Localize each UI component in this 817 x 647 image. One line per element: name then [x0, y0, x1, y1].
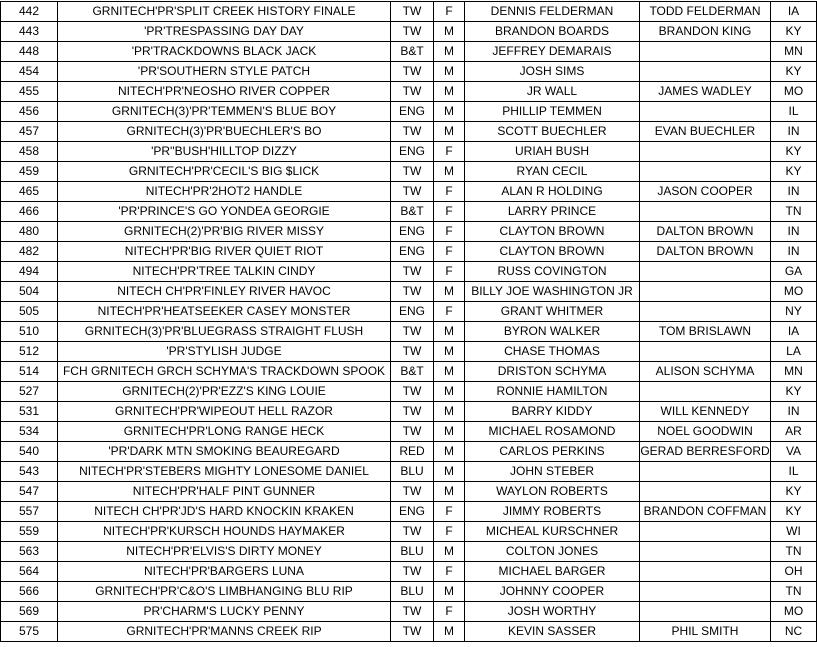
handler-cell[interactable]: BRANDON COFFMAN [640, 502, 771, 522]
breed-cell[interactable]: TW [391, 342, 434, 362]
state-cell[interactable]: IN [771, 402, 817, 422]
breed-cell[interactable]: TW [391, 282, 434, 302]
breed-cell[interactable]: TW [391, 162, 434, 182]
state-cell[interactable]: IN [771, 122, 817, 142]
breed-cell[interactable]: TW [391, 322, 434, 342]
breed-cell[interactable]: BLU [391, 462, 434, 482]
table-row[interactable] [1, 602, 817, 622]
owner-cell[interactable]: CLAYTON BROWN [465, 222, 640, 242]
table-row[interactable] [1, 142, 817, 162]
breed-cell[interactable]: ENG [391, 142, 434, 162]
sex-cell[interactable]: M [434, 362, 465, 382]
owner-cell[interactable]: JOSH WORTHY [465, 602, 640, 622]
entry-number-cell[interactable]: 494 [1, 262, 58, 282]
owner-cell[interactable]: MICHAEL BARGER [465, 562, 640, 582]
table-row[interactable] [1, 322, 817, 342]
handler-cell[interactable] [640, 382, 771, 402]
dog-name-cell[interactable]: 'PR'SOUTHERN STYLE PATCH [58, 62, 391, 82]
entry-number-cell[interactable]: 455 [1, 82, 58, 102]
entry-number-cell[interactable]: 443 [1, 22, 58, 42]
entry-number-cell[interactable]: 466 [1, 202, 58, 222]
state-cell[interactable]: MN [771, 362, 817, 382]
dog-name-cell[interactable]: GRNITECH'PR'WIPEOUT HELL RAZOR [58, 402, 391, 422]
dog-name-cell[interactable]: GRNITECH(3)'PR'BLUEGRASS STRAIGHT FLUSH [58, 322, 391, 342]
owner-cell[interactable]: JR WALL [465, 82, 640, 102]
owner-cell[interactable]: DENNIS FELDERMAN [465, 2, 640, 22]
dog-name-cell[interactable]: NITECH CH'PR'JD'S HARD KNOCKIN KRAKEN [58, 502, 391, 522]
dog-name-cell[interactable]: GRNITECH(3)'PR'BUECHLER'S BO [58, 122, 391, 142]
table-row[interactable] [1, 462, 817, 482]
sex-cell[interactable]: F [434, 242, 465, 262]
table-row[interactable] [1, 542, 817, 562]
breed-cell[interactable]: TW [391, 182, 434, 202]
dog-name-cell[interactable]: GRNITECH(2)'PR'EZZ'S KING LOUIE [58, 382, 391, 402]
table-row[interactable] [1, 242, 817, 262]
state-cell[interactable]: TN [771, 202, 817, 222]
dog-name-cell[interactable]: 'PR'TRACKDOWNS BLACK JACK [58, 42, 391, 62]
dog-name-cell[interactable]: GRNITECH'PR'C&O'S LIMBHANGING BLU RIP [58, 582, 391, 602]
dog-name-cell[interactable]: 'PR'DARK MTN SMOKING BEAUREGARD [58, 442, 391, 462]
handler-cell[interactable] [640, 302, 771, 322]
owner-cell[interactable]: MICHAEL ROSAMOND [465, 422, 640, 442]
entry-number-cell[interactable]: 559 [1, 522, 58, 542]
sex-cell[interactable]: M [434, 42, 465, 62]
handler-cell[interactable] [640, 562, 771, 582]
owner-cell[interactable]: SCOTT BUECHLER [465, 122, 640, 142]
table-row[interactable] [1, 442, 817, 462]
breed-cell[interactable]: B&T [391, 42, 434, 62]
table-row[interactable] [1, 622, 817, 642]
table-body [1, 2, 817, 642]
entry-number-cell[interactable]: 540 [1, 442, 58, 462]
dog-name-cell[interactable]: GRNITECH'PR'LONG RANGE HECK [58, 422, 391, 442]
entry-number-cell[interactable]: 527 [1, 382, 58, 402]
entry-number-cell[interactable]: 566 [1, 582, 58, 602]
handler-cell[interactable] [640, 342, 771, 362]
dog-name-cell[interactable]: 'PR'TRESPASSING DAY DAY [58, 22, 391, 42]
owner-cell[interactable]: BRANDON BOARDS [465, 22, 640, 42]
sex-cell[interactable]: M [434, 482, 465, 502]
table-row[interactable] [1, 502, 817, 522]
table-row[interactable] [1, 362, 817, 382]
sex-cell[interactable]: M [434, 122, 465, 142]
handler-cell[interactable] [640, 42, 771, 62]
breed-cell[interactable]: TW [391, 482, 434, 502]
owner-cell[interactable]: CARLOS PERKINS [465, 442, 640, 462]
breed-cell[interactable]: TW [391, 522, 434, 542]
entry-number-cell[interactable]: 543 [1, 462, 58, 482]
handler-cell[interactable]: JASON COOPER [640, 182, 771, 202]
sex-cell[interactable]: F [434, 2, 465, 22]
sex-cell[interactable]: M [434, 342, 465, 362]
handler-cell[interactable] [640, 142, 771, 162]
sex-cell[interactable]: F [434, 262, 465, 282]
breed-cell[interactable]: TW [391, 622, 434, 642]
dog-name-cell[interactable]: FCH GRNITECH GRCH SCHYMA'S TRACKDOWN SPOOK [58, 362, 391, 382]
handler-cell[interactable]: JAMES WADLEY [640, 82, 771, 102]
owner-cell[interactable]: WAYLON ROBERTS [465, 482, 640, 502]
handler-cell[interactable] [640, 522, 771, 542]
table-row[interactable] [1, 122, 817, 142]
breed-cell[interactable]: ENG [391, 502, 434, 522]
state-cell[interactable]: IN [771, 242, 817, 262]
handler-cell[interactable]: NOEL GOODWIN [640, 422, 771, 442]
sex-cell[interactable]: F [434, 502, 465, 522]
entry-number-cell[interactable]: 456 [1, 102, 58, 122]
state-cell[interactable]: IA [771, 2, 817, 22]
owner-cell[interactable]: MICHEAL KURSCHNER [465, 522, 640, 542]
sex-cell[interactable]: M [434, 162, 465, 182]
breed-cell[interactable]: TW [391, 262, 434, 282]
owner-cell[interactable]: JOHNNY COOPER [465, 582, 640, 602]
entry-number-cell[interactable]: 514 [1, 362, 58, 382]
breed-cell[interactable]: TW [391, 62, 434, 82]
owner-cell[interactable]: DRISTON SCHYMA [465, 362, 640, 382]
handler-cell[interactable] [640, 602, 771, 622]
state-cell[interactable]: IN [771, 182, 817, 202]
sex-cell[interactable]: F [434, 142, 465, 162]
table-row[interactable] [1, 22, 817, 42]
entry-number-cell[interactable]: 482 [1, 242, 58, 262]
sex-cell[interactable]: M [434, 462, 465, 482]
sex-cell[interactable]: M [434, 542, 465, 562]
breed-cell[interactable]: ENG [391, 302, 434, 322]
sex-cell[interactable]: M [434, 442, 465, 462]
breed-cell[interactable]: TW [391, 22, 434, 42]
dog-name-cell[interactable]: NITECH CH'PR'FINLEY RIVER HAVOC [58, 282, 391, 302]
dog-name-cell[interactable]: NITECH'PR'HALF PINT GUNNER [58, 482, 391, 502]
dog-name-cell[interactable]: GRNITECH'PR'CECIL'S BIG $LICK [58, 162, 391, 182]
state-cell[interactable]: MO [771, 82, 817, 102]
entry-number-cell[interactable]: 505 [1, 302, 58, 322]
state-cell[interactable]: KY [771, 62, 817, 82]
handler-cell[interactable]: DALTON BROWN [640, 222, 771, 242]
entry-number-cell[interactable]: 457 [1, 122, 58, 142]
breed-cell[interactable]: TW [391, 2, 434, 22]
sex-cell[interactable]: F [434, 522, 465, 542]
sex-cell[interactable]: F [434, 182, 465, 202]
table-row[interactable] [1, 422, 817, 442]
owner-cell[interactable]: CLAYTON BROWN [465, 242, 640, 262]
owner-cell[interactable]: BILLY JOE WASHINGTON JR [465, 282, 640, 302]
handler-cell[interactable] [640, 582, 771, 602]
state-cell[interactable]: IA [771, 322, 817, 342]
dog-name-cell[interactable]: NITECH'PR'2HOT2 HANDLE [58, 182, 391, 202]
handler-cell[interactable] [640, 62, 771, 82]
sex-cell[interactable]: M [434, 22, 465, 42]
owner-cell[interactable]: RUSS COVINGTON [465, 262, 640, 282]
sex-cell[interactable]: M [434, 322, 465, 342]
breed-cell[interactable]: BLU [391, 582, 434, 602]
state-cell[interactable]: OH [771, 562, 817, 582]
table-row[interactable] [1, 522, 817, 542]
handler-cell[interactable]: PHIL SMITH [640, 622, 771, 642]
entry-number-cell[interactable]: 534 [1, 422, 58, 442]
handler-cell[interactable]: GERAD BERRESFORD [640, 442, 771, 462]
handler-cell[interactable] [640, 202, 771, 222]
owner-cell[interactable]: PHILLIP TEMMEN [465, 102, 640, 122]
table-row[interactable] [1, 262, 817, 282]
table-row[interactable] [1, 202, 817, 222]
handler-cell[interactable]: TODD FELDERMAN [640, 2, 771, 22]
state-cell[interactable]: IL [771, 102, 817, 122]
state-cell[interactable]: MN [771, 42, 817, 62]
owner-cell[interactable]: RYAN CECIL [465, 162, 640, 182]
dog-name-cell[interactable]: 'PR''BUSH'HILLTOP DIZZY [58, 142, 391, 162]
owner-cell[interactable]: LARRY PRINCE [465, 202, 640, 222]
state-cell[interactable]: GA [771, 262, 817, 282]
owner-cell[interactable]: JOSH SIMS [465, 62, 640, 82]
dog-name-cell[interactable]: GRNITECH(2)'PR'BIG RIVER MISSY [58, 222, 391, 242]
owner-cell[interactable]: BARRY KIDDY [465, 402, 640, 422]
table-row[interactable] [1, 162, 817, 182]
breed-cell[interactable]: ENG [391, 242, 434, 262]
owner-cell[interactable]: GRANT WHITMER [465, 302, 640, 322]
handler-cell[interactable]: WILL KENNEDY [640, 402, 771, 422]
sex-cell[interactable]: M [434, 82, 465, 102]
sex-cell[interactable]: M [434, 422, 465, 442]
entry-number-cell[interactable]: 557 [1, 502, 58, 522]
sex-cell[interactable]: M [434, 102, 465, 122]
entry-number-cell[interactable]: 454 [1, 62, 58, 82]
entry-number-cell[interactable]: 569 [1, 602, 58, 622]
dog-name-cell[interactable]: NITECH'PR'BARGERS LUNA [58, 562, 391, 582]
handler-cell[interactable]: BRANDON KING [640, 22, 771, 42]
state-cell[interactable]: VA [771, 442, 817, 462]
handler-cell[interactable]: DALTON BROWN [640, 242, 771, 262]
dog-name-cell[interactable]: NITECH'PR'NEOSHO RIVER COPPER [58, 82, 391, 102]
sex-cell[interactable]: M [434, 382, 465, 402]
dog-name-cell[interactable]: NITECH'PR'BIG RIVER QUIET RIOT [58, 242, 391, 262]
table-row[interactable] [1, 222, 817, 242]
sex-cell[interactable]: F [434, 302, 465, 322]
breed-cell[interactable]: TW [391, 122, 434, 142]
sex-cell[interactable]: F [434, 222, 465, 242]
handler-cell[interactable] [640, 282, 771, 302]
entry-number-cell[interactable]: 575 [1, 622, 58, 642]
owner-cell[interactable]: JEFFREY DEMARAIS [465, 42, 640, 62]
sex-cell[interactable]: F [434, 602, 465, 622]
state-cell[interactable]: LA [771, 342, 817, 362]
breed-cell[interactable]: TW [391, 602, 434, 622]
state-cell[interactable]: KY [771, 382, 817, 402]
dog-name-cell[interactable]: NITECH'PR'ELVIS'S DIRTY MONEY [58, 542, 391, 562]
owner-cell[interactable]: JOHN STEBER [465, 462, 640, 482]
entry-number-cell[interactable]: 547 [1, 482, 58, 502]
entry-number-cell[interactable]: 480 [1, 222, 58, 242]
table-row[interactable] [1, 482, 817, 502]
handler-cell[interactable] [640, 542, 771, 562]
state-cell[interactable]: KY [771, 22, 817, 42]
state-cell[interactable]: IL [771, 462, 817, 482]
owner-cell[interactable]: COLTON JONES [465, 542, 640, 562]
entry-number-cell[interactable]: 442 [1, 2, 58, 22]
state-cell[interactable]: KY [771, 482, 817, 502]
handler-cell[interactable] [640, 482, 771, 502]
breed-cell[interactable]: ENG [391, 222, 434, 242]
table-row[interactable] [1, 402, 817, 422]
table-row[interactable] [1, 62, 817, 82]
state-cell[interactable]: NY [771, 302, 817, 322]
handler-cell[interactable]: TOM BRISLAWN [640, 322, 771, 342]
table-row[interactable] [1, 582, 817, 602]
dog-name-cell[interactable]: GRNITECH'PR'SPLIT CREEK HISTORY FINALE [58, 2, 391, 22]
entry-number-cell[interactable]: 448 [1, 42, 58, 62]
dog-name-cell[interactable]: 'PR'STYLISH JUDGE [58, 342, 391, 362]
owner-cell[interactable]: KEVIN SASSER [465, 622, 640, 642]
dog-name-cell[interactable]: NITECH'PR'TREE TALKIN CINDY [58, 262, 391, 282]
entry-number-cell[interactable]: 465 [1, 182, 58, 202]
entry-number-cell[interactable]: 510 [1, 322, 58, 342]
breed-cell[interactable]: TW [391, 422, 434, 442]
entry-number-cell[interactable]: 512 [1, 342, 58, 362]
owner-cell[interactable]: URIAH BUSH [465, 142, 640, 162]
entry-number-cell[interactable]: 563 [1, 542, 58, 562]
entry-number-cell[interactable]: 459 [1, 162, 58, 182]
state-cell[interactable]: KY [771, 142, 817, 162]
owner-cell[interactable]: ALAN R HOLDING [465, 182, 640, 202]
breed-cell[interactable]: TW [391, 562, 434, 582]
breed-cell[interactable]: TW [391, 382, 434, 402]
dog-name-cell[interactable]: NITECH'PR'STEBERS MIGHTY LONESOME DANIEL [58, 462, 391, 482]
owner-cell[interactable]: CHASE THOMAS [465, 342, 640, 362]
dog-name-cell[interactable]: PR'CHARM'S LUCKY PENNY [58, 602, 391, 622]
owner-cell[interactable]: JIMMY ROBERTS [465, 502, 640, 522]
entry-number-cell[interactable]: 504 [1, 282, 58, 302]
breed-cell[interactable]: RED [391, 442, 434, 462]
sex-cell[interactable]: M [434, 582, 465, 602]
sex-cell[interactable]: F [434, 202, 465, 222]
state-cell[interactable]: TN [771, 582, 817, 602]
breed-cell[interactable]: TW [391, 402, 434, 422]
table-row[interactable] [1, 2, 817, 22]
handler-cell[interactable] [640, 262, 771, 282]
handler-cell[interactable] [640, 162, 771, 182]
entry-number-cell[interactable]: 531 [1, 402, 58, 422]
entry-number-cell[interactable]: 458 [1, 142, 58, 162]
table-row[interactable] [1, 342, 817, 362]
dog-name-cell[interactable]: GRNITECH'PR'MANNS CREEK RIP [58, 622, 391, 642]
state-cell[interactable]: WI [771, 522, 817, 542]
handler-cell[interactable] [640, 102, 771, 122]
owner-cell[interactable]: RONNIE HAMILTON [465, 382, 640, 402]
breed-cell[interactable]: TW [391, 82, 434, 102]
table-row[interactable] [1, 382, 817, 402]
sex-cell[interactable]: F [434, 562, 465, 582]
sex-cell[interactable]: M [434, 62, 465, 82]
entry-number-cell[interactable]: 564 [1, 562, 58, 582]
dog-name-cell[interactable]: 'PR'PRINCE'S GO YONDEA GEORGIE [58, 202, 391, 222]
breed-cell[interactable]: BLU [391, 542, 434, 562]
state-cell[interactable]: KY [771, 502, 817, 522]
handler-cell[interactable]: EVAN BUECHLER [640, 122, 771, 142]
dog-name-cell[interactable]: GRNITECH(3)'PR'TEMMEN'S BLUE BOY [58, 102, 391, 122]
handler-cell[interactable]: ALISON SCHYMA [640, 362, 771, 382]
sex-cell[interactable]: M [434, 402, 465, 422]
table-row[interactable] [1, 82, 817, 102]
state-cell[interactable]: IN [771, 222, 817, 242]
table-row[interactable] [1, 102, 817, 122]
handler-cell[interactable] [640, 462, 771, 482]
state-cell[interactable]: MO [771, 602, 817, 622]
sex-cell[interactable]: M [434, 282, 465, 302]
table-row[interactable] [1, 182, 817, 202]
breed-cell[interactable]: ENG [391, 102, 434, 122]
table-row[interactable] [1, 562, 817, 582]
table-row[interactable] [1, 282, 817, 302]
sex-cell[interactable]: M [434, 622, 465, 642]
state-cell[interactable]: AR [771, 422, 817, 442]
entries-table [0, 1, 817, 642]
state-cell[interactable]: KY [771, 162, 817, 182]
state-cell[interactable]: NC [771, 622, 817, 642]
state-cell[interactable]: MO [771, 282, 817, 302]
table-row[interactable] [1, 42, 817, 62]
dog-name-cell[interactable]: NITECH'PR'KURSCH HOUNDS HAYMAKER [58, 522, 391, 542]
breed-cell[interactable]: B&T [391, 362, 434, 382]
state-cell[interactable]: TN [771, 542, 817, 562]
dog-name-cell[interactable]: NITECH'PR'HEATSEEKER CASEY MONSTER [58, 302, 391, 322]
breed-cell[interactable]: B&T [391, 202, 434, 222]
owner-cell[interactable]: BYRON WALKER [465, 322, 640, 342]
table-row[interactable] [1, 302, 817, 322]
